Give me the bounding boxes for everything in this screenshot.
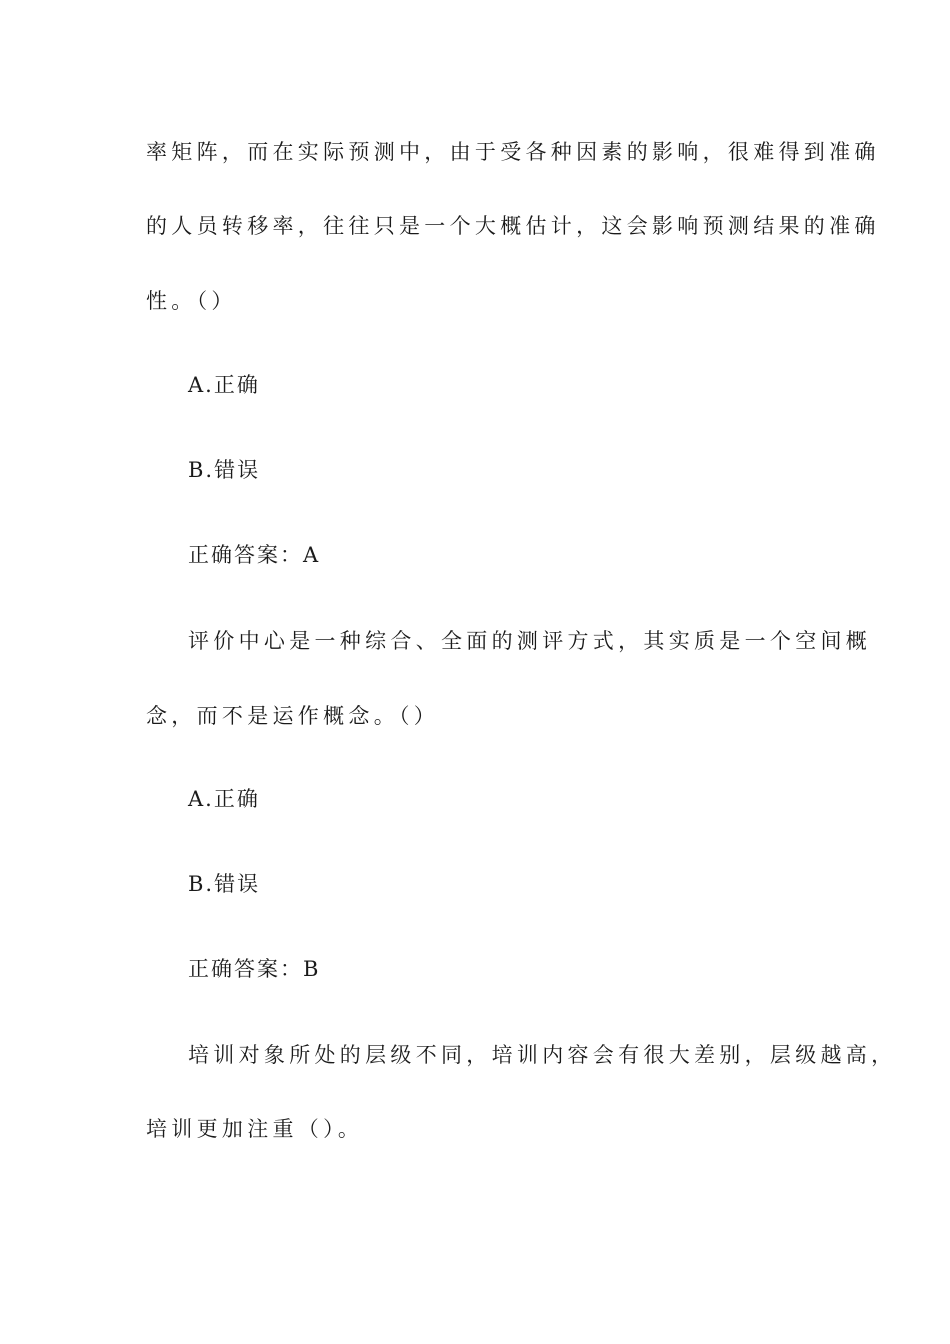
q2-text-line-2: 念，而不是运作概念。（） [146,704,440,728]
q1-text-line-2: 的人员转移率，往往只是一个大概估计，这会影响预测结果的准确 [146,214,880,238]
q2-answer: 正确答案：B [188,957,321,981]
q3-text-line-1: 培训对象所处的层级不同，培训内容会有很大差别，层级越高， [188,1043,897,1067]
q2-option-b: B.错误 [188,872,261,896]
q1-answer: 正确答案：A [188,543,321,567]
q2-option-a: A.正确 [188,787,260,811]
q3-text-line-2: 培训更加注重（）。 [146,1117,364,1141]
q2-text-line-1: 评价中心是一种综合、全面的测评方式，其实质是一个空间概 [188,629,872,653]
q1-text-line-3: 性。（） [146,289,237,313]
q1-option-b: B.错误 [188,458,261,482]
q1-text-line-1: 率矩阵，而在实际预测中，由于受各种因素的影响，很难得到准确 [146,140,880,164]
q1-option-a: A.正确 [188,373,260,397]
